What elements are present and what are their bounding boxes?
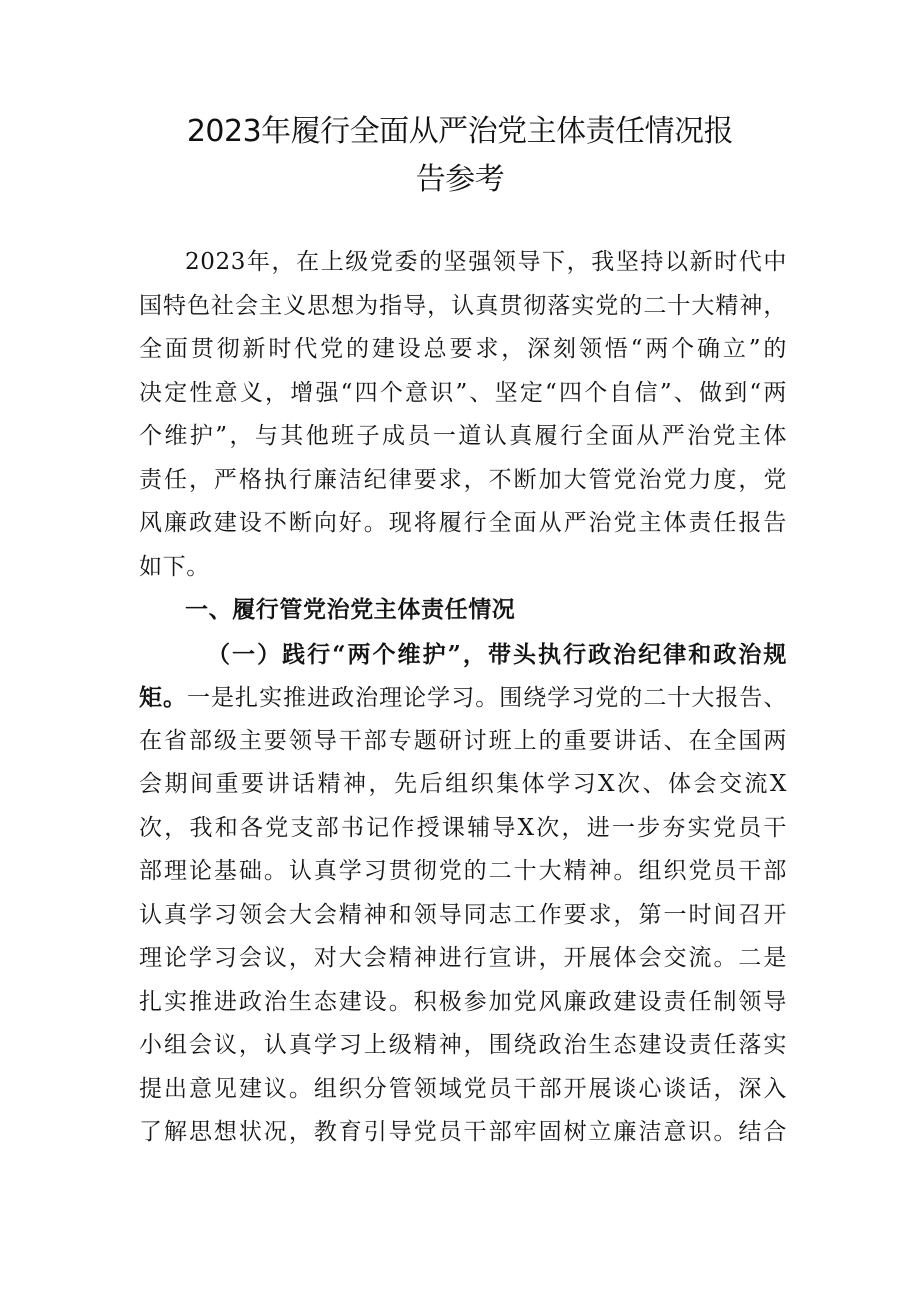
paragraph-line: 小组会议，认真学习上级精神，围绕政治生态建设责任落实 [139, 1032, 787, 1058]
paragraph-line: 了解思想状况，教育引导党员干部牢固树立廉洁意识。结合 [139, 1119, 787, 1145]
paragraph-line: 理论学习会议，对大会精神进行宣讲，开展体会交流。二是 [139, 945, 787, 971]
document-body [139, 241, 787, 1155]
paragraph-line: 全面贯彻新时代党的建设总要求，深刻领悟“两个确立”的 [139, 336, 787, 362]
paragraph-line: 如下。 [139, 553, 210, 580]
subsection-heading: （一）践行“两个维护”，带头执行政治纪律和政治规 [207, 640, 787, 668]
paragraph-line: 责任，严格执行廉洁纪律要求，不断加大管党治党力度，党 [139, 466, 787, 493]
paragraph-line: 2023年，在上级党委的坚强领导下，我坚持以新时代中 [185, 249, 787, 275]
paragraph-line: 扎实推进政治生态建设。积极参加党风廉政建设责任制领导 [139, 988, 787, 1015]
paragraph-line: 部理论基础。认真学习贯彻党的二十大精神。组织党员干部 [139, 858, 787, 884]
document-title-line-2: 告参考 [415, 162, 505, 197]
subsection-heading-end: 矩。 [139, 684, 188, 711]
paragraph-line: 认真学习领会大会精神和领导同志工作要求，第一时间召开 [139, 901, 787, 928]
paragraph-line: 个维护”，与其他班子成员一道认真履行全面从严治党主体 [139, 423, 787, 449]
section-heading: 一、履行管党治党主体责任情况 [185, 597, 516, 623]
paragraph-line: 会期间重要讲话精神，先后组织集体学习X次、体会交流X [139, 771, 787, 797]
paragraph-line-text: 一是扎实推进政治理论学习。围绕学习党的二十大报告、 [187, 685, 787, 711]
paragraph-line [139, 676, 787, 720]
paragraph-line: 风廉政建设不断向好。现将履行全面从严治党主体责任报告 [139, 510, 787, 536]
paragraph-line: 决定性意义，增强“四个意识”、坚定“四个自信”、做到“两 [139, 379, 787, 406]
paragraph-line: 提出意见建议。组织分管领域党员干部开展谈心谈话，深入 [139, 1075, 787, 1102]
paragraph-line: 国特色社会主义思想为指导，认真贯彻落实党的二十大精神， [139, 292, 787, 319]
document-title-line-1: 2023年履行全面从严治党主体责任情况报 [186, 114, 734, 149]
paragraph-line: 次，我和各党支部书记作授课辅导X次，进一步夯实党员干 [139, 814, 787, 841]
paragraph-line: 在省部级主要领导干部专题研讨班上的重要讲话、在全国两 [139, 727, 787, 754]
